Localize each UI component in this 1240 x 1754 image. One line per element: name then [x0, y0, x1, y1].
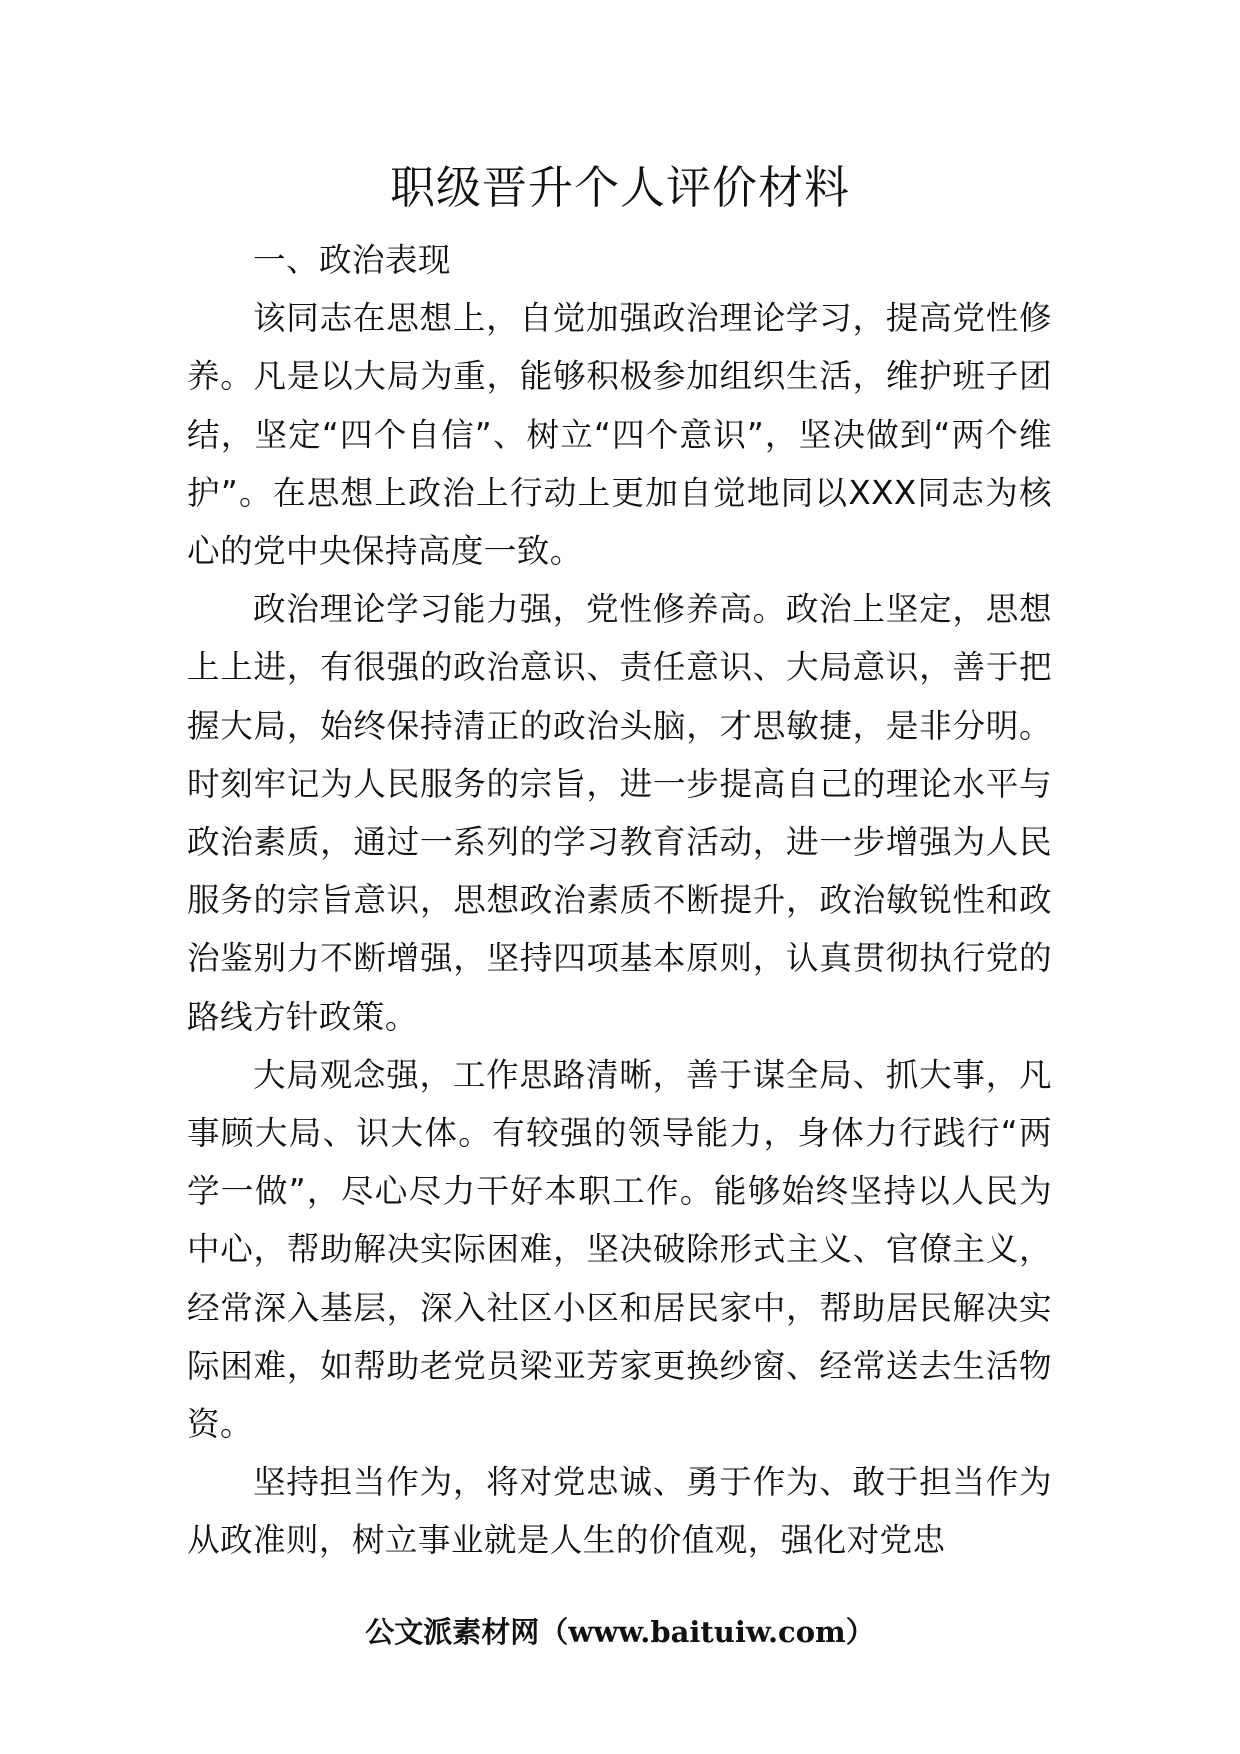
document-body — [187, 231, 1052, 1570]
document-title: 职级晋升个人评价材料 — [389, 161, 850, 214]
watermark-footer: 公文派素材网（www.baituiw.com） — [365, 1615, 875, 1649]
paragraph: 坚持担当作为，将对党忠诚、勇于作为、敢于担当作为从政准则，树立事业就是人生的价值观，强化对党忠 — [187, 1463, 1052, 1560]
paragraph: 政治理论学习能力强，党性修养高。政治上坚定，思想上上进，有很强的政治意识、责任意识、大局意识，善于把握大局，始终保持清正的政治头脑，才思敏捷，是非分明。时刻牢记为人民服务的宗旨，进一步提高自己的理论水平与政治素质，通过一系列的学习教育活动，进一步增强为人民服务的宗旨意识，思想政治素质不断提升，政治敏锐性和政治鉴别力不断增强，坚持四项基本原则，认真贯彻执行党的路线方针政策。 — [187, 590, 1052, 1036]
paragraph: 该同志在思想上，自觉加强政治理论学习，提高党性修养。凡是以大局为重，能够积极参加组织生活，维护班子团结，坚定“四个自信”、树立“四个意识”，坚决做到“两个维护”。在思想上政治上行动上更加自觉地同以XXX同志为核心的党中央保持高度一致。 — [187, 299, 1052, 571]
paragraph: 大局观念强，工作思路清晰，善于谋全局、抓大事，凡事顾大局、识大体。有较强的领导能力，身体力行践行“两学一做”，尽心尽力干好本职工作。能够始终坚持以人民为中心，帮助解决实际困难，坚决破除形式主义、官僚主义，经常深入基层，深入社区小区和居民家中，帮助居民解决实际困难，如帮助老党员梁亚芳家更换纱窗、经常送去生活物资。 — [187, 1055, 1052, 1444]
section-heading: 一、政治表现 — [253, 241, 451, 279]
